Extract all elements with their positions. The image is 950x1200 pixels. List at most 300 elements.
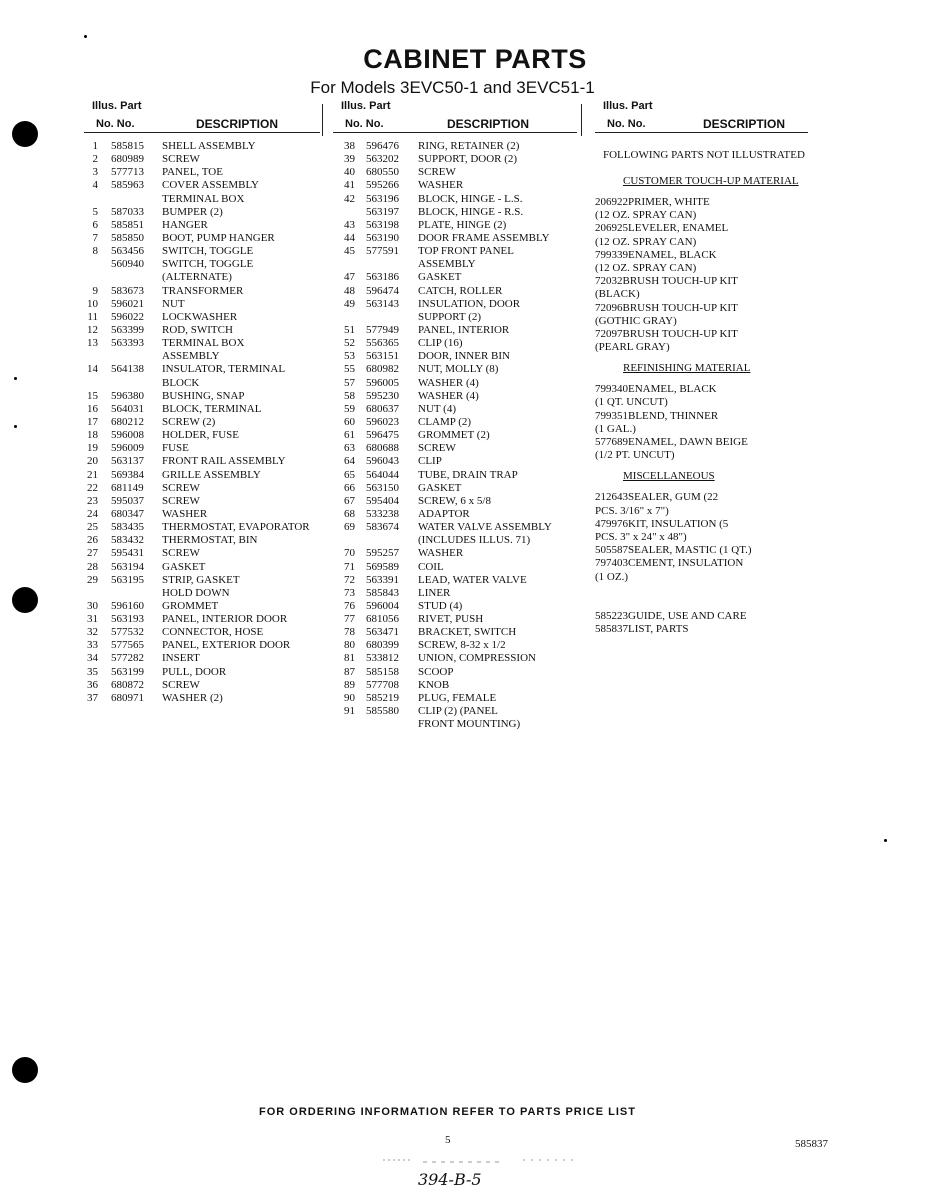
part-row bbox=[84, 455, 324, 468]
illus-number: 58 bbox=[344, 389, 355, 402]
part-description: GASKET bbox=[418, 271, 462, 284]
illus-number: 33 bbox=[87, 639, 98, 652]
illus-number: 31 bbox=[87, 613, 98, 626]
part-description: CLAMP (2) bbox=[418, 415, 472, 428]
part-description: LOCKWASHER bbox=[162, 310, 238, 323]
illus-number: 55 bbox=[344, 363, 355, 376]
illus-number: 38 bbox=[344, 140, 355, 152]
illus-number: 53 bbox=[344, 350, 355, 363]
part-row bbox=[333, 350, 583, 363]
part-number: 596380 bbox=[111, 389, 144, 402]
part-description: WASHER (4) bbox=[418, 376, 479, 389]
part-row bbox=[333, 219, 583, 232]
part-description: ROD, SWITCH bbox=[162, 323, 233, 336]
illus-number: 16 bbox=[87, 402, 98, 415]
part-row bbox=[84, 258, 324, 271]
illus-number: 17 bbox=[87, 415, 98, 428]
binder-hole bbox=[12, 1057, 38, 1083]
part-number: 596023 bbox=[366, 415, 399, 428]
page-title: CABINET PARTS bbox=[363, 44, 587, 74]
part-number: 681149 bbox=[111, 481, 144, 494]
part-row bbox=[84, 363, 324, 376]
part-description: SCREW bbox=[418, 166, 456, 179]
part-description: (ALTERNATE) bbox=[162, 271, 232, 284]
illus-number: 52 bbox=[344, 337, 355, 350]
illus-number: 63 bbox=[344, 442, 355, 455]
part-row bbox=[595, 222, 835, 235]
part-number: 577713 bbox=[111, 166, 144, 179]
part-row bbox=[333, 285, 583, 298]
part-row bbox=[333, 206, 583, 219]
illus-number: 66 bbox=[344, 481, 355, 494]
part-row bbox=[84, 587, 324, 600]
part-number: 72097 bbox=[595, 327, 623, 340]
part-number: 596160 bbox=[111, 599, 144, 612]
illus-number: 32 bbox=[87, 626, 98, 639]
part-number: 680550 bbox=[366, 166, 399, 179]
part-row bbox=[595, 275, 835, 288]
part-description: HANGER bbox=[162, 218, 208, 231]
part-row bbox=[84, 692, 324, 705]
part-row bbox=[84, 206, 324, 219]
part-row bbox=[84, 482, 324, 495]
part-number: 799339 bbox=[595, 248, 628, 261]
parts-column-3 bbox=[595, 100, 835, 636]
part-description: (BLACK) bbox=[595, 288, 640, 301]
part-description: PLATE, HINGE (2) bbox=[418, 218, 507, 231]
illus-number: 27 bbox=[87, 547, 98, 560]
part-description: SUPPORT (2) bbox=[418, 310, 482, 323]
part-row bbox=[333, 429, 583, 442]
part-description: LIST, PARTS bbox=[628, 622, 689, 635]
illus-number: 20 bbox=[87, 455, 98, 468]
part-row bbox=[333, 626, 583, 639]
not-illustrated-note: FOLLOWING PARTS NOT ILLUSTRATED bbox=[603, 149, 805, 161]
part-row bbox=[595, 410, 835, 423]
section-title: MISCELLANEOUS bbox=[623, 470, 715, 483]
part-description: (1 OZ.) bbox=[595, 570, 628, 583]
part-row bbox=[595, 571, 835, 584]
part-row bbox=[84, 613, 324, 626]
part-row bbox=[84, 442, 324, 455]
part-description: BRUSH TOUCH-UP KIT bbox=[622, 275, 738, 288]
part-description: SCREW bbox=[162, 481, 200, 494]
part-description: PANEL, INTERIOR DOOR bbox=[162, 613, 288, 626]
section-title: CUSTOMER TOUCH-UP MATERIAL bbox=[623, 175, 799, 187]
part-description: (1/2 PT. UNCUT) bbox=[595, 449, 675, 462]
handwritten-note: 394-B-5 bbox=[418, 1170, 482, 1189]
illus-number: 77 bbox=[344, 613, 355, 626]
part-description: PANEL, TOE bbox=[162, 166, 223, 179]
part-row bbox=[333, 140, 583, 153]
part-number: 563202 bbox=[366, 153, 399, 166]
illus-number: 64 bbox=[344, 455, 355, 468]
part-row bbox=[333, 705, 583, 718]
part-description: SEALER, MASTIC (1 QT.) bbox=[628, 544, 752, 557]
part-description: CLIP bbox=[418, 455, 442, 468]
part-description: BUSHING, SNAP bbox=[162, 389, 245, 402]
part-number: 564031 bbox=[111, 402, 144, 415]
part-row bbox=[595, 531, 835, 544]
part-description: TERMINAL BOX bbox=[162, 192, 245, 205]
part-description: ASSEMBLY bbox=[418, 258, 476, 271]
illus-number: 43 bbox=[344, 218, 355, 231]
part-number: 680971 bbox=[111, 691, 144, 704]
parts-column-2 bbox=[333, 100, 583, 731]
part-row bbox=[84, 245, 324, 258]
part-number: 577949 bbox=[366, 323, 399, 336]
part-row bbox=[84, 626, 324, 639]
part-number: 681056 bbox=[366, 613, 399, 626]
column-header bbox=[595, 100, 835, 132]
part-number: 596022 bbox=[111, 310, 144, 323]
part-number: 563194 bbox=[111, 560, 144, 573]
part-row bbox=[333, 153, 583, 166]
part-number: 583674 bbox=[366, 521, 399, 534]
illus-number: 13 bbox=[87, 337, 98, 350]
illus-number: 76 bbox=[344, 599, 355, 612]
column-divider bbox=[322, 104, 323, 136]
part-row bbox=[84, 377, 324, 390]
part-number: 569589 bbox=[366, 560, 399, 573]
illus-number: 51 bbox=[344, 323, 355, 336]
part-description: SHELL ASSEMBLY bbox=[162, 140, 256, 152]
no-no-label: No. No. bbox=[345, 118, 384, 130]
part-description: SCREW bbox=[418, 442, 456, 455]
part-number: 564138 bbox=[111, 363, 144, 376]
part-description: WATER VALVE ASSEMBLY bbox=[418, 521, 552, 534]
part-number: 577689 bbox=[595, 436, 628, 448]
part-description: (1 QT. UNCUT) bbox=[595, 396, 668, 409]
part-number: 585580 bbox=[366, 705, 399, 718]
part-row bbox=[595, 396, 835, 409]
part-number: 680872 bbox=[111, 678, 144, 691]
section-gap bbox=[595, 354, 835, 362]
part-description: HOLD DOWN bbox=[162, 586, 230, 599]
part-row bbox=[595, 449, 835, 462]
part-description: ENAMEL, DAWN BEIGE bbox=[628, 436, 748, 448]
part-row bbox=[333, 679, 583, 692]
illus-number: 23 bbox=[87, 494, 98, 507]
illus-number: 2 bbox=[92, 153, 98, 166]
part-number: 680989 bbox=[111, 153, 144, 166]
ordering-info: FOR ORDERING INFORMATION REFER TO PARTS PRICE LIST bbox=[259, 1106, 636, 1118]
part-number: 563193 bbox=[111, 613, 144, 626]
part-description: CONNECTOR, HOSE bbox=[162, 626, 264, 639]
scan-speck bbox=[14, 425, 17, 428]
illus-number: 9 bbox=[92, 284, 98, 297]
scan-noise bbox=[383, 1158, 583, 1164]
part-row bbox=[333, 508, 583, 521]
part-number: 595404 bbox=[366, 494, 399, 507]
part-number: 596043 bbox=[366, 455, 399, 468]
part-number: 533812 bbox=[366, 652, 399, 665]
part-row bbox=[333, 639, 583, 652]
illus-number: 44 bbox=[344, 231, 355, 244]
part-row bbox=[333, 416, 583, 429]
part-number: 563151 bbox=[366, 350, 399, 363]
part-row bbox=[333, 324, 583, 337]
part-number: 563190 bbox=[366, 231, 399, 244]
illus-number: 36 bbox=[87, 678, 98, 691]
part-description: COIL bbox=[418, 560, 444, 573]
part-number: 595037 bbox=[111, 494, 144, 507]
illus-number: 1 bbox=[92, 140, 98, 152]
part-number: 585843 bbox=[366, 586, 399, 599]
illus-number: 10 bbox=[87, 297, 98, 310]
illus-number: 60 bbox=[344, 415, 355, 428]
part-row bbox=[333, 587, 583, 600]
part-number: 596474 bbox=[366, 284, 399, 297]
part-description: RIVET, PUSH bbox=[418, 613, 484, 626]
part-description: SCREW bbox=[162, 494, 200, 507]
part-description: LINER bbox=[418, 586, 451, 599]
part-description: SWITCH, TOGGLE bbox=[162, 258, 254, 271]
part-row bbox=[333, 298, 583, 311]
part-row bbox=[333, 534, 583, 547]
part-description: WASHER bbox=[418, 179, 464, 192]
illus-number: 28 bbox=[87, 560, 98, 573]
part-row bbox=[84, 271, 324, 284]
part-description: SCREW, 6 x 5/8 bbox=[418, 494, 491, 507]
part-row bbox=[84, 179, 324, 192]
part-row bbox=[333, 179, 583, 192]
part-row bbox=[333, 469, 583, 482]
part-number: 563391 bbox=[366, 573, 399, 586]
part-number: 596475 bbox=[366, 429, 399, 442]
part-description: INSERT bbox=[162, 652, 200, 665]
part-number: 563399 bbox=[111, 323, 144, 336]
part-number: 72032 bbox=[595, 275, 623, 288]
part-row bbox=[84, 416, 324, 429]
part-number: 505587 bbox=[595, 544, 628, 557]
illus-number: 69 bbox=[344, 521, 355, 534]
part-description: NUT (4) bbox=[418, 402, 456, 415]
illus-number: 8 bbox=[92, 245, 98, 258]
part-number: 563150 bbox=[366, 481, 399, 494]
part-row bbox=[84, 469, 324, 482]
part-row bbox=[333, 613, 583, 626]
part-description: WASHER bbox=[162, 507, 208, 520]
illus-number: 42 bbox=[344, 192, 355, 205]
part-description: RING, RETAINER (2) bbox=[418, 140, 520, 152]
part-number: 680982 bbox=[366, 363, 399, 376]
part-number: 583435 bbox=[111, 521, 144, 534]
part-description: DOOR FRAME ASSEMBLY bbox=[418, 231, 550, 244]
part-number: 563196 bbox=[366, 192, 399, 205]
part-row bbox=[595, 236, 835, 249]
part-number: 596008 bbox=[111, 429, 144, 442]
part-row bbox=[333, 337, 583, 350]
part-row bbox=[84, 140, 324, 153]
header-rule bbox=[595, 132, 808, 133]
illus-number: 6 bbox=[92, 218, 98, 231]
part-row bbox=[84, 219, 324, 232]
illus-number: 40 bbox=[344, 166, 355, 179]
illus-number: 78 bbox=[344, 626, 355, 639]
column-header bbox=[333, 100, 583, 132]
part-row bbox=[595, 262, 835, 275]
illus-number: 81 bbox=[344, 652, 355, 665]
part-row bbox=[84, 232, 324, 245]
part-description: BRUSH TOUCH-UP KIT bbox=[622, 327, 738, 340]
illus-number: 67 bbox=[344, 494, 355, 507]
part-number: 596476 bbox=[366, 140, 399, 152]
part-number: 585837 bbox=[595, 622, 628, 635]
part-description: STRIP, GASKET bbox=[162, 573, 240, 586]
part-number: 206922 bbox=[595, 196, 628, 208]
part-row bbox=[595, 423, 835, 436]
illus-number: 29 bbox=[87, 573, 98, 586]
part-number: 596021 bbox=[111, 297, 144, 310]
part-description: FUSE bbox=[162, 442, 189, 455]
illus-number: 14 bbox=[87, 363, 98, 376]
part-description: FRONT RAIL ASSEMBLY bbox=[162, 455, 286, 468]
part-row bbox=[595, 302, 835, 315]
part-description: NUT, MOLLY (8) bbox=[418, 363, 499, 376]
part-row bbox=[84, 639, 324, 652]
part-number: 533238 bbox=[366, 507, 399, 520]
parts-list bbox=[84, 140, 324, 705]
part-description: SCREW bbox=[162, 153, 200, 166]
part-number: 596005 bbox=[366, 376, 399, 389]
part-row bbox=[595, 491, 835, 504]
part-number: 556365 bbox=[366, 337, 399, 350]
part-number: 577565 bbox=[111, 639, 144, 652]
illus-number: 25 bbox=[87, 521, 98, 534]
part-row bbox=[595, 518, 835, 531]
part-description: BLOCK, HINGE - R.S. bbox=[418, 205, 524, 218]
part-description: BLEND, THINNER bbox=[628, 409, 719, 422]
illus-number: 22 bbox=[87, 481, 98, 494]
part-row bbox=[595, 209, 835, 222]
illus-number: 87 bbox=[344, 665, 355, 678]
document-number: 585837 bbox=[795, 1138, 828, 1150]
part-row bbox=[595, 610, 835, 623]
illus-number: 15 bbox=[87, 389, 98, 402]
parts-list bbox=[333, 140, 583, 731]
part-number: 585963 bbox=[111, 179, 144, 192]
part-row bbox=[595, 341, 835, 354]
part-description: (1 GAL.) bbox=[595, 422, 636, 435]
part-row bbox=[333, 363, 583, 376]
part-number: 595266 bbox=[366, 179, 399, 192]
part-row bbox=[333, 666, 583, 679]
part-number: 680399 bbox=[366, 639, 399, 652]
illus-number: 72 bbox=[344, 573, 355, 586]
part-description: GASKET bbox=[162, 560, 206, 573]
illus-number: 35 bbox=[87, 665, 98, 678]
part-number: 563197 bbox=[366, 205, 399, 218]
part-description: GUIDE, USE AND CARE bbox=[628, 609, 747, 622]
illus-number: 11 bbox=[87, 310, 98, 323]
part-row bbox=[84, 337, 324, 350]
part-row bbox=[333, 561, 583, 574]
part-row bbox=[595, 196, 835, 209]
section-title: REFINISHING MATERIAL bbox=[623, 362, 751, 375]
page-subtitle: For Models 3EVC50-1 and 3EVC51-1 bbox=[310, 78, 595, 97]
part-number: 797403 bbox=[595, 557, 628, 570]
part-row bbox=[333, 600, 583, 613]
part-description: TUBE, DRAIN TRAP bbox=[418, 468, 518, 481]
part-number: 595257 bbox=[366, 547, 399, 560]
illus-number: 18 bbox=[87, 429, 98, 442]
part-row bbox=[84, 403, 324, 416]
part-description: SUPPORT, DOOR (2) bbox=[418, 153, 518, 166]
part-description: WASHER bbox=[418, 547, 464, 560]
part-description: THERMOSTAT, BIN bbox=[162, 534, 258, 547]
illus-number: 24 bbox=[87, 507, 98, 520]
part-number: 563137 bbox=[111, 455, 144, 468]
part-description: (12 OZ. SPRAY CAN) bbox=[595, 235, 697, 248]
header-rule bbox=[84, 132, 320, 133]
part-description: SEALER, GUM (22 bbox=[628, 491, 719, 504]
page-number: 5 bbox=[445, 1134, 451, 1146]
part-row bbox=[333, 311, 583, 324]
part-number: 569384 bbox=[111, 468, 144, 481]
part-number: 563195 bbox=[111, 573, 144, 586]
illus-number: 12 bbox=[87, 323, 98, 336]
illus-number: 41 bbox=[344, 179, 355, 192]
part-description: STUD (4) bbox=[418, 599, 463, 612]
description-label: DESCRIPTION bbox=[196, 117, 279, 131]
part-row bbox=[84, 324, 324, 337]
illus-number: 5 bbox=[92, 205, 98, 218]
part-description: ADAPTOR bbox=[418, 507, 470, 520]
part-description: CLIP (2) (PANEL bbox=[418, 705, 498, 718]
section-gap bbox=[595, 584, 835, 610]
part-row bbox=[84, 298, 324, 311]
part-number: 587033 bbox=[111, 205, 144, 218]
part-description: BOOT, PUMP HANGER bbox=[162, 231, 275, 244]
part-row bbox=[333, 692, 583, 705]
part-number: 680212 bbox=[111, 415, 144, 428]
part-number: 563199 bbox=[111, 665, 144, 678]
part-description: PANEL, EXTERIOR DOOR bbox=[162, 639, 291, 652]
part-description: ASSEMBLY bbox=[162, 350, 220, 363]
illus-number: 71 bbox=[344, 560, 355, 573]
binder-hole bbox=[12, 587, 38, 613]
part-description: CLIP (16) bbox=[418, 337, 463, 350]
part-row bbox=[595, 383, 835, 396]
part-row bbox=[333, 495, 583, 508]
part-description: DOOR, INNER BIN bbox=[418, 350, 510, 363]
part-description: BRUSH TOUCH-UP KIT bbox=[622, 301, 738, 314]
part-row bbox=[84, 350, 324, 363]
part-row bbox=[595, 544, 835, 557]
part-row bbox=[333, 390, 583, 403]
part-description: PULL, DOOR bbox=[162, 665, 227, 678]
part-row bbox=[333, 482, 583, 495]
part-row bbox=[84, 495, 324, 508]
part-number: 563143 bbox=[366, 297, 399, 310]
part-number: 595230 bbox=[366, 389, 399, 402]
part-number: 563471 bbox=[366, 626, 399, 639]
part-row bbox=[84, 652, 324, 665]
part-number: 585850 bbox=[111, 231, 144, 244]
part-row bbox=[595, 623, 835, 636]
part-number: 577591 bbox=[366, 245, 399, 258]
part-number: 563186 bbox=[366, 271, 399, 284]
part-description: WASHER (2) bbox=[162, 691, 223, 704]
part-description: TRANSFORMER bbox=[162, 284, 244, 297]
part-number: 680688 bbox=[366, 442, 399, 455]
part-description: BLOCK bbox=[162, 376, 200, 389]
illus-number: 89 bbox=[344, 678, 355, 691]
part-number: 585815 bbox=[111, 140, 144, 152]
illus-number: 70 bbox=[344, 547, 355, 560]
part-description: ENAMEL, BLACK bbox=[628, 383, 717, 396]
